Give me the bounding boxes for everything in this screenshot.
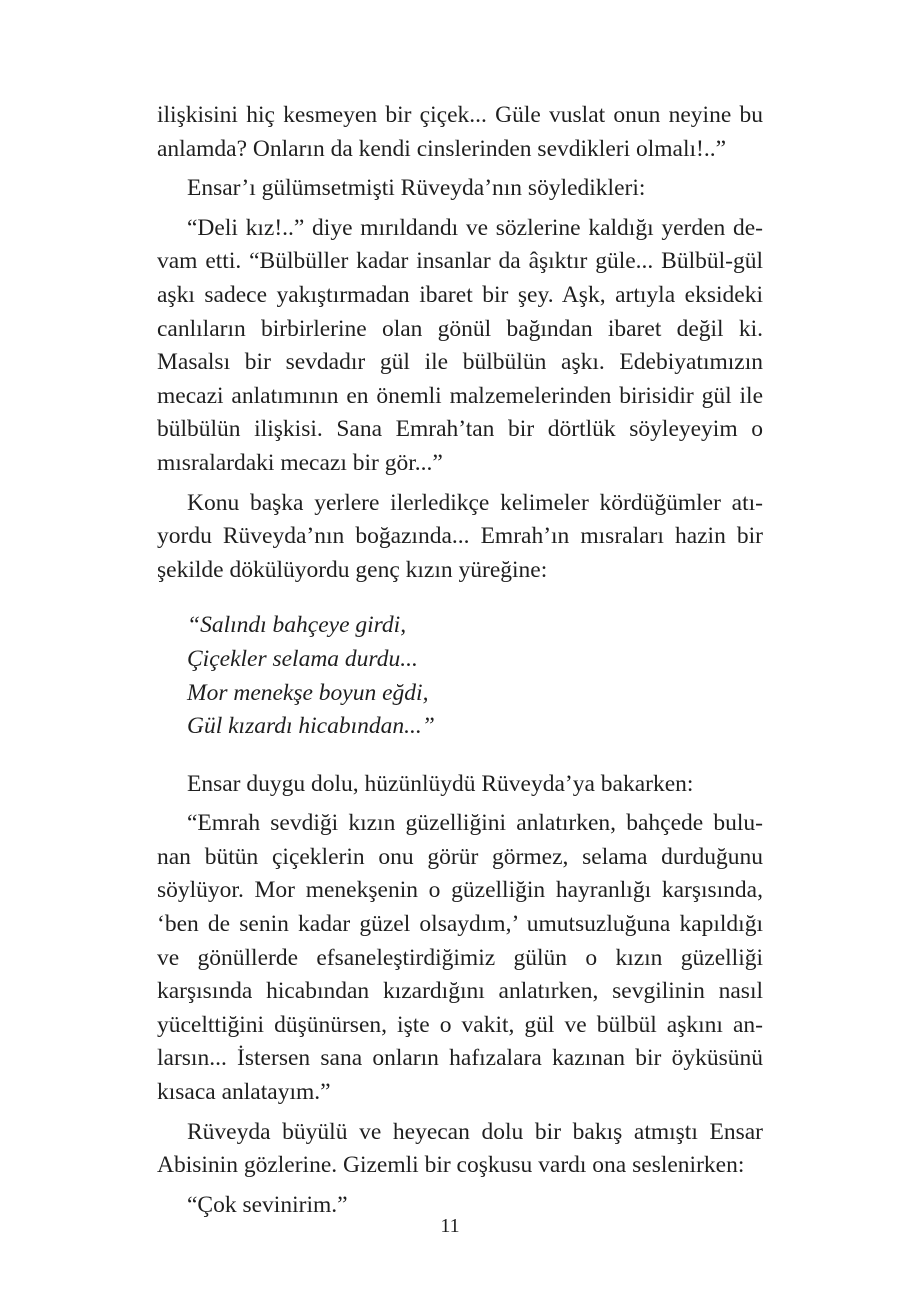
paragraph: “Deli kız!..” diye mırıldandı ve sözlerine kaldığı yerden devam etti. “Bülbüller kadar insanlar da âşıktır güle... Bülbül-gül aşkı sadece yakıştırmadan ibaret bir şey. Aşk, artıyla eksideki canlıların birbirlerine olan gönül bağından ibaret değil ki. Masalsı bir sevdadır gül ile bülbülün aşkı. Edebiyatımızın mecazi anlatımının en önemli malzemelerinden birisidir gül ile bülbülün ilişkisi. Sana Emrah’tan bir dörtlük söyleyeyim o mısralardaki mecazı bir gör...” — [157, 214, 763, 476]
poem-quatrain — [187, 609, 763, 743]
paragraph: “Emrah sevdiği kızın güzelliğini anlatırken, bahçede bulunan bütün çiçeklerin onu görür görmez, selama durduğunu söylüyor. Mor menekşenin o güzelliğin hayranlığı karşısında, ‘ben de senin kadar güzel olsaydım,’ umutsuzluğuna kapıldığı ve gönüllerde efsaneleştirdiğimiz gülün o kızın güzelliği karşısında hicabından kızardığını anlatırken, sevgilinin nasıl yücelttiğini düşünürsen, işte o vakit, gül ve bülbül aşkını anlarsın... İstersen sana onların hafızalara kazınan bir öyküsünü kısaca anlatayım.” — [157, 810, 763, 1106]
paragraph: “Çok sevinirim.” — [187, 1191, 348, 1218]
paragraph: Ensar duygu dolu, hüzünlüydü Rüveyda’ya bakarken: — [187, 770, 694, 797]
body-text — [157, 99, 763, 1228]
paragraph: Konu başka yerlere ilerledikçe kelimeler kördüğümler atıyordu Rüveyda’nın boğazında... Emrah’ın mısraları hazin bir şekilde dökülüyordu genç kızın yüreğine: — [157, 489, 763, 583]
poem-line: Mor menekşe boyun eğdi, — [187, 679, 429, 706]
page-number: 11 — [440, 1215, 460, 1237]
paragraph: Rüveyda büyülü ve heyecan dolu bir bakış atmıştı Ensar Abisinin gözlerine. Gizemli bir coşkusu vardı ona seslenirken: — [157, 1118, 763, 1179]
poem-line: Çiçekler selama durdu... — [187, 645, 418, 672]
paragraph: ilişkisini hiç kesmeyen bir çiçek... Güle vuslat onun neyine bu anlamda? Onların da kendi cinslerinden sevdikleri olmalı!..” — [157, 102, 763, 162]
paragraph: Ensar’ı gülümsetmişti Rüveyda’nın söyledikleri: — [187, 175, 646, 202]
poem-line: Gül kızardı hicabından...” — [187, 713, 435, 740]
poem-line: “Salındı bahçeye girdi, — [187, 612, 407, 639]
